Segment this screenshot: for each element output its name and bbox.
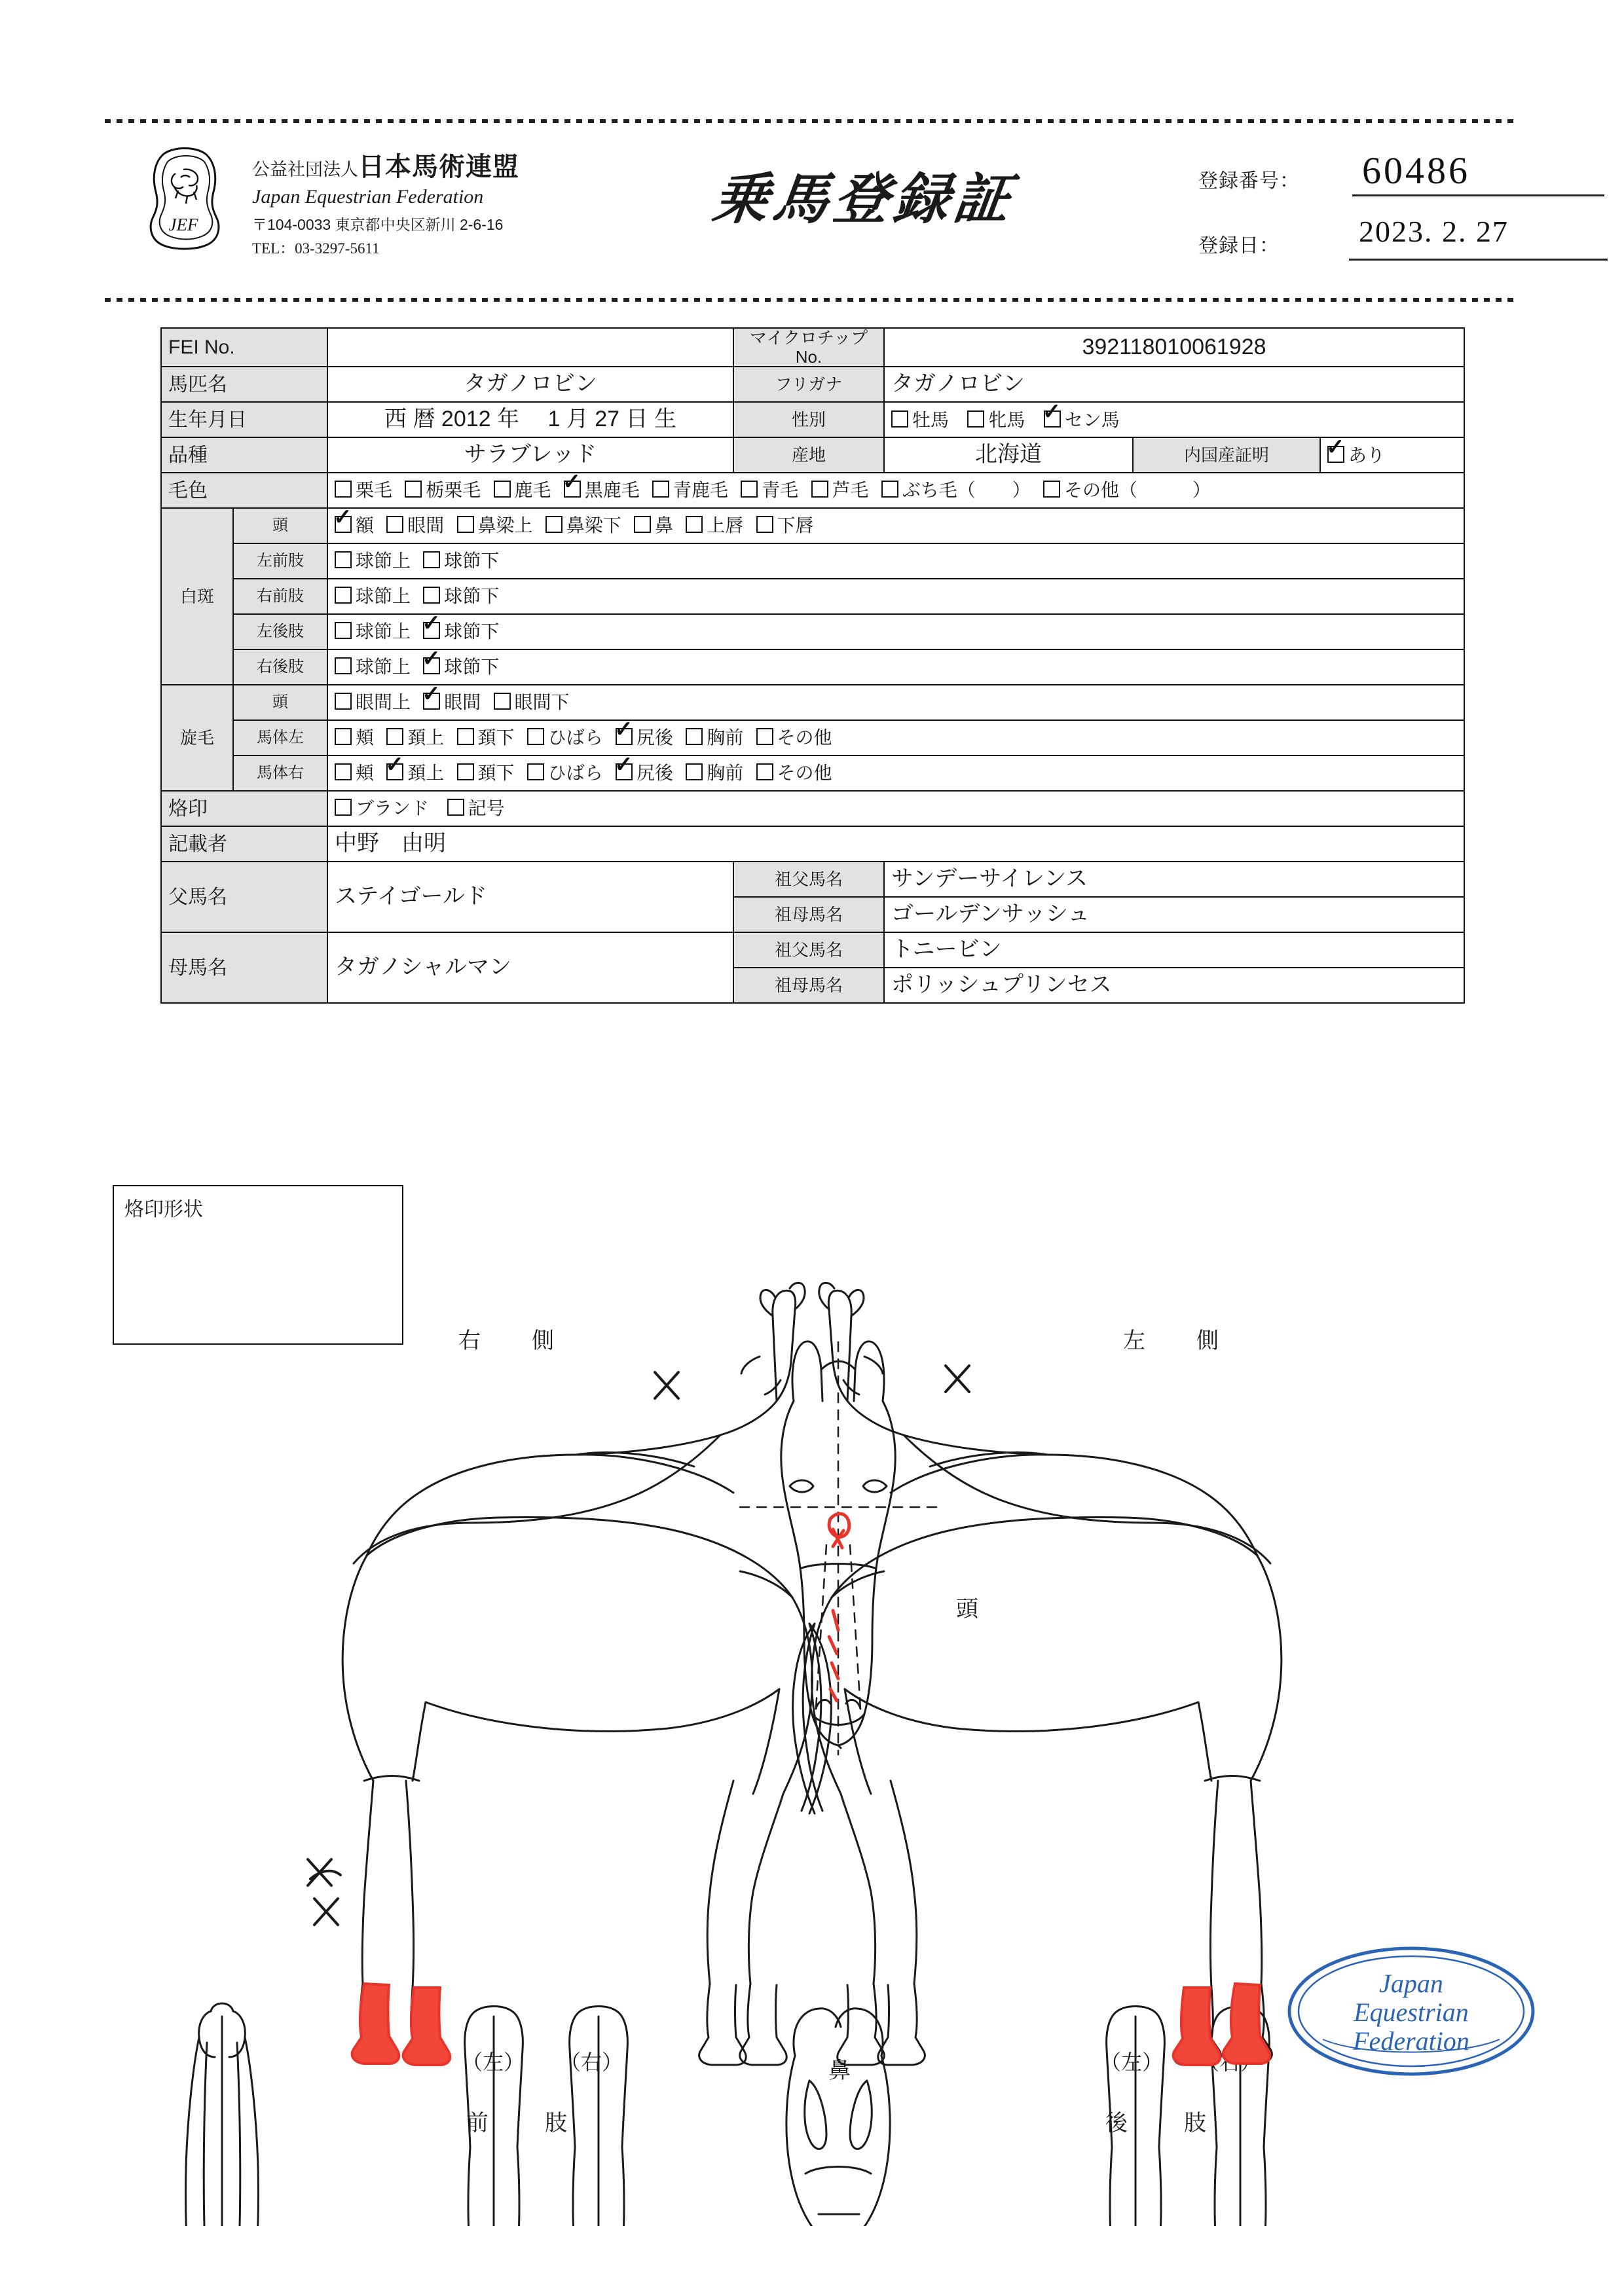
table-row-white-rh (161, 649, 1464, 685)
sire-grandsire-value[interactable]: サンデーサイレンス (884, 862, 1464, 897)
left-side-label: 左 側 (1123, 1328, 1233, 1353)
table-row-writer (161, 826, 1464, 862)
white-rf-below-fetlock[interactable]: 球節下 (423, 587, 499, 607)
origin-value[interactable]: 北海道 (884, 437, 1133, 473)
stamp-line-2: Equestrian (1354, 1997, 1469, 2027)
coat-option-ashige[interactable]: 芦毛 (811, 481, 869, 501)
brand-option-brand[interactable]: ブランド (335, 799, 429, 819)
whorl-left-other[interactable]: その他 (756, 728, 832, 748)
coat-option-ao[interactable]: 青毛 (741, 481, 798, 501)
white-marks-right-hind-options[interactable] (327, 646, 1464, 685)
domestic-proof-option[interactable]: ✓ あり (1320, 437, 1464, 473)
org-name-jp: 日本馬術連盟 (358, 153, 519, 181)
white-head-upper-bridge[interactable]: 鼻梁上 (457, 516, 533, 536)
right-side-label: 右 側 (458, 1328, 568, 1353)
coat-option-aokage[interactable]: 青鹿毛 (652, 481, 728, 501)
whorl-left-flank[interactable]: ひばら (527, 728, 603, 748)
breed-label: 品種 (161, 437, 327, 473)
org-tel: TEL：03-3297-5611 (252, 240, 380, 257)
domestic-proof-label: 内国産証明 (1133, 437, 1320, 473)
whorl-head-options[interactable] (327, 681, 1464, 720)
table-row-coat (161, 473, 1464, 508)
horse-rear-tail-figure (180, 2003, 264, 2226)
sex-option-gelding[interactable]: ✓ セン馬 (1042, 399, 1120, 430)
horse-name-label: 馬匹名 (161, 367, 327, 402)
front-limb-left-label: （左） (462, 2050, 525, 2074)
whorl-right-chest[interactable]: 胸前 (686, 763, 743, 784)
jef-official-stamp (1283, 1941, 1539, 2082)
bottom-dashed-rule (105, 298, 1519, 302)
sire-granddam-value[interactable]: ゴールデンサッシュ (884, 897, 1464, 932)
white-marks-left-hind-options[interactable] (327, 610, 1464, 649)
nose-label: 鼻 (828, 2058, 851, 2083)
brand-options[interactable] (327, 791, 1464, 826)
organization-block (252, 146, 619, 258)
registration-date-value: 2023. 2. 27 (1359, 215, 1509, 248)
white-head-lower-lip[interactable]: 下唇 (756, 516, 814, 536)
dam-granddam-label: 祖母馬名 (733, 968, 884, 1003)
registration-date-underline (1349, 259, 1608, 261)
head-guide-lines (740, 1342, 936, 1755)
white-head-lower-bridge[interactable]: 鼻梁下 (545, 516, 621, 536)
brand-option-symbol[interactable]: 記号 (447, 799, 505, 819)
table-row-breed (161, 437, 1464, 473)
registration-number-label: 登録番号： (1198, 170, 1300, 192)
brand-shape-label: 烙印形状 (124, 1199, 203, 1220)
horse-right-side-figure (342, 1283, 831, 2065)
dam-grandsire-label: 祖父馬名 (733, 932, 884, 968)
org-prefix: 公益社団法人 (252, 160, 358, 179)
sex-option-male[interactable]: 牡馬 (891, 410, 949, 431)
muzzle-figure (786, 2009, 890, 2226)
table-row-whorl-left (161, 720, 1464, 756)
furigana-value[interactable]: タガノロビン (884, 367, 1464, 402)
whorl-right-flank[interactable]: ひばら (527, 763, 603, 784)
whorl-body-right-options[interactable] (327, 752, 1464, 791)
org-address: 〒104-0033 東京都中央区新川 2-6-16 (252, 216, 504, 233)
white-marks-part-right-hind: 右後肢 (233, 649, 327, 685)
table-row-white-rf (161, 579, 1464, 614)
front-limb-label: 前 肢 (466, 2111, 584, 2136)
whorl-head-between-eyes[interactable]: ✓ 眼間 (422, 681, 481, 712)
hind-limb-left-label: （左） (1100, 2050, 1164, 2074)
fei-no-value[interactable] (327, 328, 733, 367)
svg-text:JEF: JEF (168, 215, 198, 234)
dam-label: 母馬名 (161, 932, 327, 1003)
document-header (105, 134, 1519, 291)
table-row-whorl-right (161, 756, 1464, 791)
whorl-head-below-eyes[interactable]: 眼間下 (494, 693, 570, 713)
whorl-body-left-options[interactable] (327, 716, 1464, 756)
white-head-between-eyes[interactable]: 眼間 (386, 516, 444, 536)
table-row-whorl-head (161, 685, 1464, 720)
whorl-part-body-right: 馬体右 (233, 756, 327, 791)
coat-options[interactable] (327, 469, 1464, 508)
table-row-brand (161, 791, 1464, 826)
dam-granddam-value[interactable]: ポリッシュプリンセス (884, 968, 1464, 1003)
hind-limb-label: 後 肢 (1105, 2111, 1223, 2136)
fei-no-label: FEI No. (161, 328, 327, 367)
head-label: 頭 (956, 1597, 978, 1622)
table-row-white-lh (161, 614, 1464, 649)
coat-label: 毛色 (161, 473, 327, 508)
sex-options[interactable] (884, 399, 1464, 437)
birth-value[interactable]: 西 暦 2012 年 1 月 27 日 生 (327, 402, 733, 437)
white-marks-part-left-front: 左前肢 (233, 543, 327, 579)
white-rf-above-fetlock[interactable]: 球節上 (335, 587, 411, 607)
whorl-right-upper-neck[interactable]: ✓ 頚上 (385, 752, 445, 783)
white-rh-below-fetlock[interactable]: ✓ 球節下 (422, 646, 500, 677)
table-row-birth (161, 402, 1464, 437)
whorl-part-head: 頭 (233, 685, 327, 720)
white-marks-part-left-hind: 左後肢 (233, 614, 327, 649)
dam-value[interactable]: タガノシャルマン (327, 932, 733, 1003)
whorl-left-upper-neck[interactable]: 頚上 (386, 728, 444, 748)
white-marks-left-front-options[interactable] (327, 543, 1464, 579)
sire-grandsire-label: 祖父馬名 (733, 862, 884, 897)
white-marks-head-options[interactable] (327, 504, 1464, 543)
whorl-right-rear[interactable]: ✓ 尻後 (614, 752, 674, 783)
white-marks-part-head: 頭 (233, 508, 327, 543)
whorl-right-cheek[interactable]: 頬 (335, 763, 374, 784)
whorl-right-lower-neck[interactable]: 頚下 (457, 763, 515, 784)
coat-option-kage[interactable]: 鹿毛 (494, 481, 551, 501)
coat-option-kurige[interactable]: 栗毛 (335, 481, 392, 501)
coat-option-kurokage[interactable]: ✓ 黒鹿毛 (562, 469, 640, 500)
white-lh-above-fetlock[interactable]: 球節上 (335, 622, 411, 642)
origin-label: 産地 (733, 437, 884, 473)
registration-number-underline (1352, 194, 1604, 196)
white-marks-label: 白斑 (161, 508, 233, 685)
white-head-nose[interactable]: 鼻 (634, 516, 673, 536)
whorl-left-lower-neck[interactable]: 頚下 (457, 728, 515, 748)
table-row-sire-1 (161, 862, 1464, 897)
white-marks-right-front-options[interactable] (327, 579, 1464, 614)
white-lh-below-fetlock[interactable]: ✓ 球節下 (422, 610, 500, 642)
white-head-forehead[interactable]: ✓ 額 (333, 504, 375, 536)
sire-granddam-label: 祖母馬名 (733, 897, 884, 932)
table-row-fei (161, 328, 1464, 367)
horse-name-value[interactable]: タガノロビン (327, 367, 733, 402)
white-head-upper-lip[interactable]: 上唇 (686, 516, 743, 536)
horse-details-table (160, 327, 1465, 1004)
sire-value[interactable]: ステイゴールド (327, 862, 733, 932)
registration-number-value: 60486 (1362, 149, 1470, 192)
breed-value[interactable]: サラブレッド (327, 437, 733, 473)
whorl-left-chest[interactable]: 胸前 (686, 728, 743, 748)
writer-label: 記載者 (161, 826, 327, 862)
jef-logo-icon (124, 143, 242, 255)
sire-label: 父馬名 (161, 862, 327, 932)
white-lf-below-fetlock[interactable]: 球節下 (423, 551, 499, 572)
table-row-white-head (161, 508, 1464, 543)
table-row-name (161, 367, 1464, 402)
stamp-line-3: Federation (1353, 2026, 1469, 2056)
coat-option-other[interactable]: その他（ ） (1043, 481, 1211, 501)
table-row-white-lf (161, 543, 1464, 579)
red-markings (308, 1366, 1270, 2226)
top-dashed-rule (105, 119, 1519, 123)
brand-label: 烙印 (161, 791, 327, 826)
horse-left-side-figure (793, 1283, 1282, 2065)
table-row-dam-1 (161, 932, 1464, 968)
white-rh-above-fetlock[interactable]: 球節上 (335, 657, 411, 678)
birth-label: 生年月日 (161, 402, 327, 437)
white-marks-part-right-front: 右前肢 (233, 579, 327, 614)
sex-label: 性別 (733, 402, 884, 437)
coat-option-tochikurige[interactable]: 栃栗毛 (405, 481, 481, 501)
stamp-line-1: Japan (1379, 1969, 1443, 1998)
document-title: 乗馬登録証 (709, 167, 1019, 231)
front-limbs-figure (461, 2007, 631, 2227)
furigana-label: フリガナ (733, 367, 884, 402)
whorl-part-body-left: 馬体左 (233, 720, 327, 756)
writer-value[interactable]: 中野 由明 (327, 826, 1464, 862)
microchip-value[interactable]: 392118010061928 (884, 328, 1464, 367)
sex-option-female[interactable]: 牝馬 (967, 410, 1025, 431)
registration-date-label: 登録日： (1198, 235, 1280, 257)
whorl-left-cheek[interactable]: 頬 (335, 728, 374, 748)
whorl-left-rear[interactable]: ✓ 尻後 (614, 716, 674, 748)
white-lf-above-fetlock[interactable]: 球節上 (335, 551, 411, 572)
whorl-label: 旋毛 (161, 685, 233, 791)
dam-grandsire-value[interactable]: トニービン (884, 932, 1464, 968)
microchip-label: マイクロチップNo. (733, 328, 884, 367)
whorl-right-other[interactable]: その他 (756, 763, 832, 784)
whorl-head-above-eyes[interactable]: 眼間上 (335, 693, 411, 713)
org-name-en: Japan Equestrian Federation (252, 186, 484, 208)
coat-option-buchi[interactable]: ぶち毛（ ） (881, 481, 1031, 501)
front-limb-right-label: （右） (560, 2050, 623, 2074)
